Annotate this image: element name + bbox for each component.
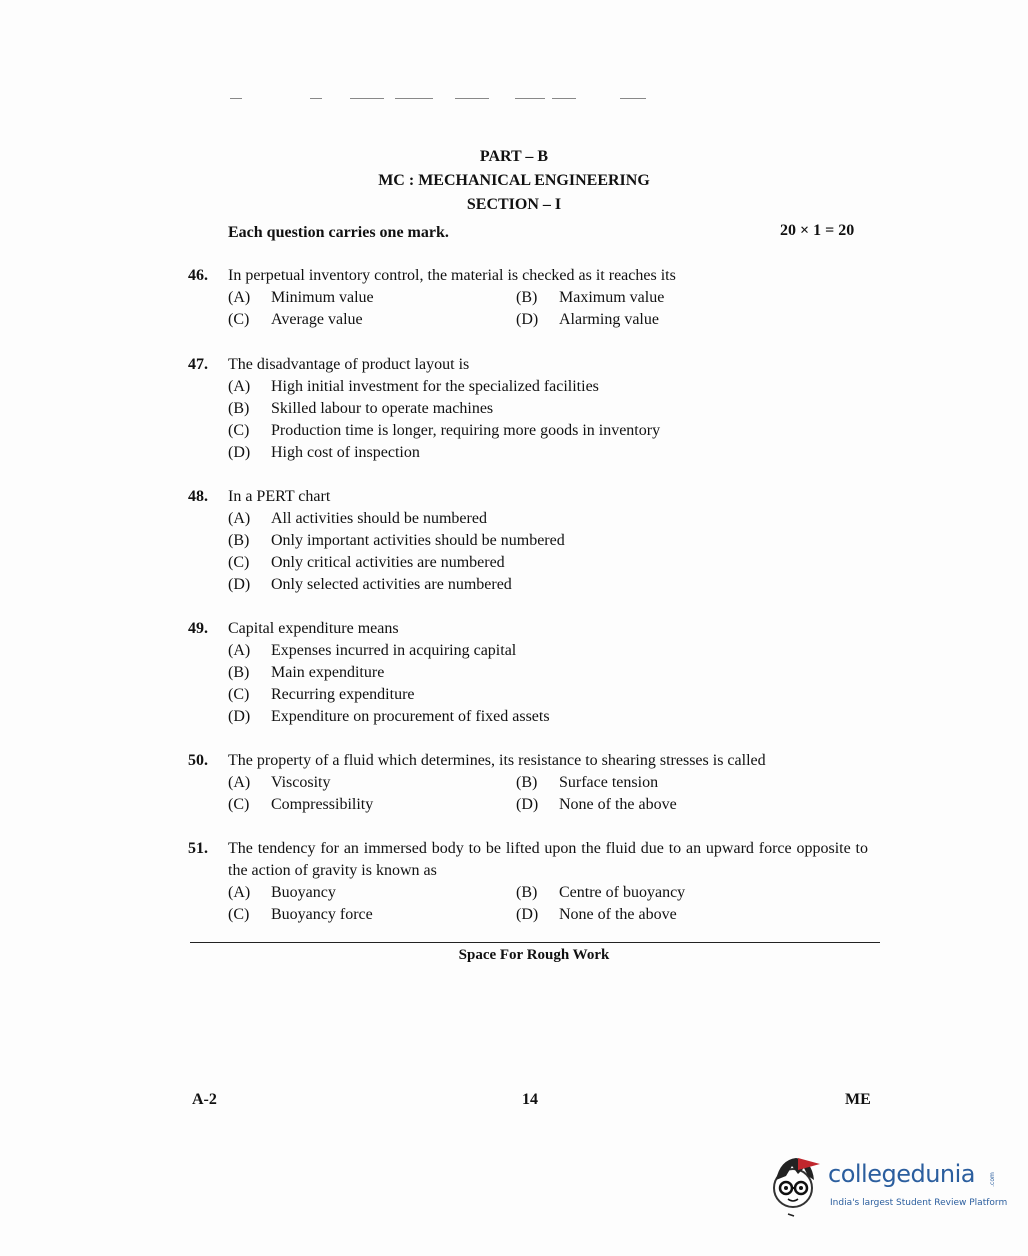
- option-a: (A) Viscosity: [228, 774, 331, 791]
- instruction-text: Each question carries one mark.: [228, 224, 449, 241]
- question-text: The property of a fluid which determines, its resistance to shearing stresses is called: [228, 752, 766, 769]
- option-a: (A) High initial investment for the specialized facilities: [228, 378, 599, 395]
- question-text: Capital expenditure means: [228, 620, 399, 637]
- option-b: (B) Main expenditure: [228, 664, 385, 681]
- question-text: In perpetual inventory control, the material is checked as it reaches its: [228, 267, 676, 284]
- option-c: (C) Production time is longer, requiring more goods in inventory: [228, 422, 661, 439]
- logo-domain: .com: [988, 1172, 996, 1187]
- marks-scheme: 20 × 1 = 20: [780, 222, 855, 239]
- option-b: (B) Skilled labour to operate machines: [228, 400, 494, 417]
- divider-line: [190, 942, 880, 943]
- option-a: (A) Expenses incurred in acquiring capital: [228, 642, 517, 659]
- question-number: 47.: [188, 356, 208, 373]
- option-c: (C) Compressibility: [228, 796, 374, 813]
- rough-work-label: Space For Rough Work: [458, 947, 610, 963]
- graduate-mascot-icon: [768, 1150, 828, 1220]
- section-title: SECTION – I: [466, 196, 562, 213]
- option-b: (B) Centre of buoyancy: [516, 884, 686, 901]
- question-number: 48.: [188, 488, 208, 505]
- footer-booklet-code: A-2: [192, 1091, 217, 1108]
- option-b: (B) Maximum value: [516, 289, 665, 306]
- option-d: (D) None of the above: [516, 796, 677, 813]
- question-number: 46.: [188, 267, 208, 284]
- question-50: [188, 750, 868, 816]
- question-number: 50.: [188, 752, 208, 769]
- option-a: (A) All activities should be numbered: [228, 510, 487, 527]
- question-text: The disadvantage of product layout is: [228, 356, 470, 373]
- option-c: (C) Recurring expenditure: [228, 686, 415, 703]
- option-d: (D) None of the above: [516, 906, 677, 923]
- option-d: (D) Alarming value: [516, 311, 659, 328]
- option-c: (C) Only critical activities are numbered: [228, 554, 505, 571]
- option-c: (C) Buoyancy force: [228, 906, 373, 923]
- question-text: The tendency for an immersed body to be lifted upon the fluid due to an upward force opposite to the action of gravity is known as: [228, 840, 868, 879]
- question-49: [188, 618, 868, 728]
- footer-page-number: 14: [522, 1091, 538, 1108]
- question-48: [188, 486, 868, 596]
- footer-subject-code: ME: [845, 1091, 871, 1108]
- question-51: [188, 838, 868, 926]
- question-47: [188, 354, 868, 464]
- question-text: In a PERT chart: [228, 488, 331, 505]
- subject-title: MC : MECHANICAL ENGINEERING: [378, 172, 650, 189]
- option-a: (A) Minimum value: [228, 289, 374, 306]
- option-d: (D) High cost of inspection: [228, 444, 420, 461]
- option-d: (D) Only selected activities are numbered: [228, 576, 512, 593]
- logo-wordmark: collegedunia: [828, 1160, 976, 1188]
- option-b: (B) Only important activities should be numbered: [228, 532, 565, 549]
- option-d: (D) Expenditure on procurement of fixed assets: [228, 708, 550, 725]
- question-46: [188, 265, 868, 331]
- option-a: (A) Buoyancy: [228, 884, 336, 901]
- question-number: 49.: [188, 620, 208, 637]
- logo-tagline: India's largest Student Review Platform: [830, 1198, 1008, 1208]
- part-title: PART – B: [479, 148, 549, 165]
- question-number: 51.: [188, 840, 208, 857]
- collegedunia-logo: [768, 1150, 1008, 1220]
- option-b: (B) Surface tension: [516, 774, 659, 791]
- option-c: (C) Average value: [228, 311, 363, 328]
- scan-artifact-lines: [230, 98, 650, 102]
